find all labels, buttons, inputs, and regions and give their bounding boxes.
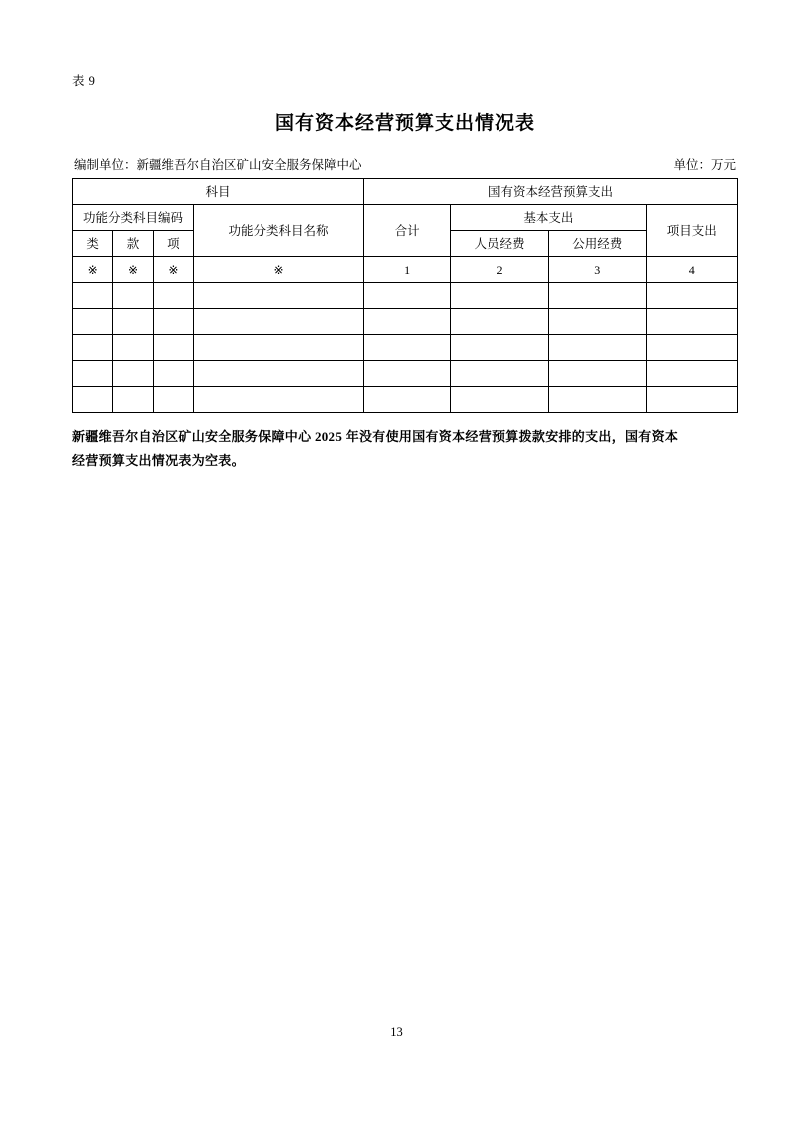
- meta-row: [72, 155, 738, 173]
- col-number-cell: 2: [451, 257, 549, 283]
- table-cell: [451, 283, 549, 309]
- table-cell: [113, 387, 153, 413]
- table-cell: [113, 335, 153, 361]
- budget-table: [72, 178, 738, 413]
- header-project-expenditure: 项目支出: [646, 205, 737, 257]
- header-code-class: 类: [73, 231, 113, 257]
- table-cell: [548, 309, 646, 335]
- col-number-cell: 3: [548, 257, 646, 283]
- table-cell: [194, 387, 364, 413]
- header-public-expense: 公用经费: [548, 231, 646, 257]
- table-cell: [451, 361, 549, 387]
- col-number-cell: ※: [194, 257, 364, 283]
- header-total: 合计: [364, 205, 451, 257]
- compiler-unit-label: 编制单位：新疆维吾尔自治区矿山安全服务保障中心: [74, 158, 362, 172]
- table-cell: [364, 387, 451, 413]
- table-cell: [646, 361, 737, 387]
- col-number-cell: ※: [73, 257, 113, 283]
- header-subject-name: 功能分类科目名称: [194, 205, 364, 257]
- header-basic-expenditure: 基本支出: [451, 205, 646, 231]
- header-subject-group: 科目: [73, 179, 364, 205]
- table-cell: [153, 387, 193, 413]
- table-cell: [153, 335, 193, 361]
- table-cell: [646, 309, 737, 335]
- col-number-cell: 4: [646, 257, 737, 283]
- sheet-label: 表 9: [72, 74, 96, 88]
- table-cell: [364, 309, 451, 335]
- header-expenditure-group: 国有资本经营预算支出: [364, 179, 738, 205]
- header-code-item: 项: [153, 231, 193, 257]
- header-code-section: 款: [113, 231, 153, 257]
- table-row: [73, 335, 738, 361]
- table-cell: [113, 283, 153, 309]
- table-cell: [113, 361, 153, 387]
- table-cell: [73, 361, 113, 387]
- header-personnel-expense: 人员经费: [451, 231, 549, 257]
- table-cell: [194, 283, 364, 309]
- table-cell: [548, 387, 646, 413]
- table-cell: [646, 387, 737, 413]
- col-number-cell: 1: [364, 257, 451, 283]
- table-cell: [194, 309, 364, 335]
- table-cell: [153, 283, 193, 309]
- table-cell: [548, 283, 646, 309]
- table-cell: [364, 335, 451, 361]
- note-line-1: 新疆维吾尔自治区矿山安全服务保障中心 2025 年没有使用国有资本经营预算拨款安排的支出，国有资本: [72, 429, 679, 444]
- table-cell: [364, 283, 451, 309]
- table-cell: [194, 335, 364, 361]
- page-title: 国有资本经营预算支出情况表: [274, 113, 535, 134]
- table-cell: [646, 283, 737, 309]
- table-row: [73, 309, 738, 335]
- table-note: [72, 425, 738, 473]
- page-number: 13: [390, 1025, 403, 1039]
- note-line-2: 经营预算支出情况表为空表。: [72, 453, 245, 468]
- table-cell: [194, 361, 364, 387]
- header-code-group: 功能分类科目编码: [73, 205, 194, 231]
- table-cell: [73, 309, 113, 335]
- table-header-row-2: [73, 205, 738, 231]
- col-number-cell: ※: [153, 257, 193, 283]
- table-cell: [153, 309, 193, 335]
- table-cell: [548, 335, 646, 361]
- table-row: [73, 361, 738, 387]
- table-cell: [646, 335, 737, 361]
- table-cell: [73, 387, 113, 413]
- currency-unit-label: 单位：万元: [673, 158, 736, 172]
- table-cell: [451, 309, 549, 335]
- table-cell: [153, 361, 193, 387]
- table-cell: [451, 335, 549, 361]
- table-cell: [548, 361, 646, 387]
- col-number-cell: ※: [113, 257, 153, 283]
- table-cell: [73, 335, 113, 361]
- table-row: [73, 283, 738, 309]
- table-cell: [364, 361, 451, 387]
- table-cell: [451, 387, 549, 413]
- table-cell: [113, 309, 153, 335]
- table-row: [73, 387, 738, 413]
- table-header-row-1: [73, 179, 738, 205]
- table-column-number-row: [73, 257, 738, 283]
- table-cell: [73, 283, 113, 309]
